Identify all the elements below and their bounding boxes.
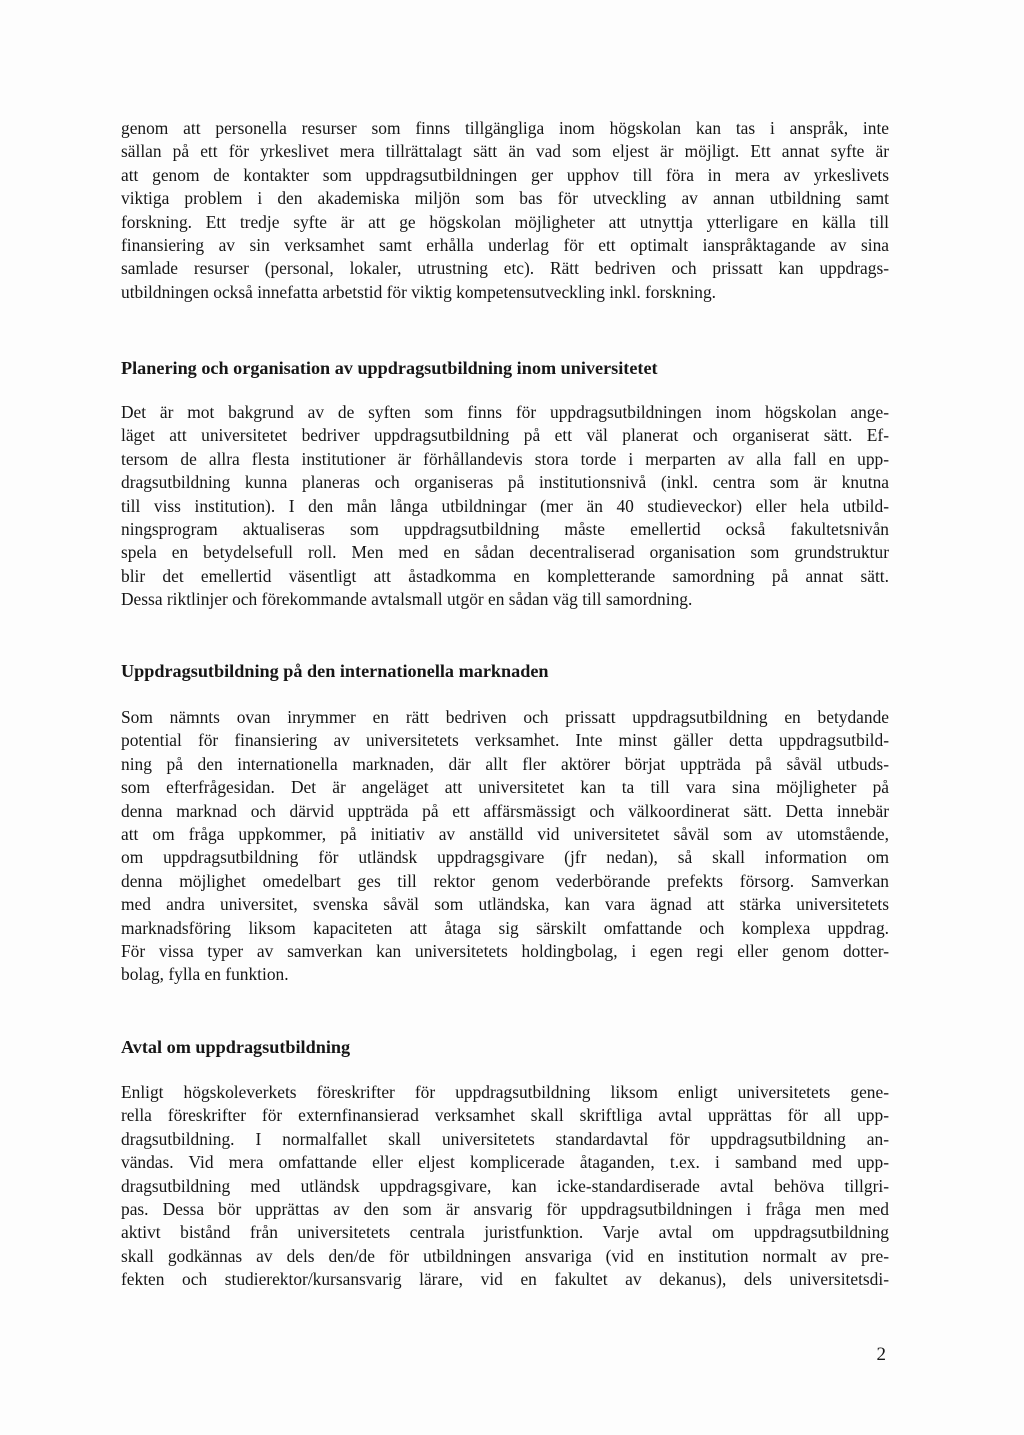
text-line: pas. Dessa bör upprättas av den som är ansvarig för uppdragsutbildningen i fråga men med: [121, 1199, 889, 1220]
text-line: ningsprogram aktualiseras som uppdragsutbildning måste emellertid också fakultetsnivån: [121, 519, 889, 540]
text-line: genom att personella resurser som finns tillgängliga inom högskolan kan tas i anspråk, inte: [121, 118, 889, 138]
text-line: Som nämnts ovan inrymmer en rätt bedriven och prissatt uppdragsutbildning en betydande: [121, 707, 889, 727]
text-line: dragsutbildning kunna planeras och organiseras på institutionsnivå (inkl. centra som är knutna: [121, 472, 889, 493]
section-heading-planning: Planering och organisation av uppdragsutbildning inom universitetet: [121, 358, 658, 378]
text-line: potential för finansiering av universitetets verksamhet. Inte minst gäller detta uppdragsutbild-: [121, 730, 889, 751]
text-line: med andra universitet, svenska såväl som utländska, kan vara ägnad att stärka universitetets: [121, 894, 889, 915]
paragraph-international: [121, 706, 889, 987]
text-line: om uppdragsutbildning för utländsk uppdragsgivare (jfr nedan), så skall information om: [121, 847, 889, 868]
text-line: finansiering av sin verksamhet samt erhålla underlag för ett optimalt ianspråktagande av sina: [121, 235, 889, 256]
text-line: att genom de kontakter som uppdragsutbildningen ger upphov till föra in mera av yrkeslivets: [121, 164, 889, 185]
text-line: spela en betydelsefull roll. Men med en sådan decentraliserad organisation som grundstruktur: [121, 542, 889, 563]
text-line: forskning. Ett tredje syfte är att ge högskolan möjligheter att utnyttja ytterligare en källa till: [121, 211, 889, 232]
text-line: utbildningen också innefatta arbetstid för viktig kompetensutveckling inkl. forskning.: [121, 281, 717, 302]
text-line: blir det emellertid väsentligt att åstadkomma en kompletterande samordning på annat sätt.: [121, 565, 889, 586]
paragraph-planning: [121, 401, 889, 612]
text-line: samlade resurser (personal, lokaler, utrustning etc). Rätt bedriven och prissatt kan uppdrags-: [121, 258, 889, 279]
paragraph-contracts: [121, 1081, 889, 1292]
text-line: bolag, fylla en funktion.: [121, 964, 289, 985]
text-line: ning på den internationella marknaden, där allt fler aktörer börjat uppträda på såväl utbuds-: [121, 753, 889, 774]
paragraph-purpose: [121, 117, 889, 304]
text-line: viktiga problem i den akademiska miljön som bas för utveckling av annan utbildning samt: [121, 188, 889, 209]
text-line: rella föreskrifter för externfinansierad verksamhet skall skriftliga avtal upprättas för all upp-: [121, 1105, 889, 1126]
text-line: vändas. Vid mera omfattande eller eljest komplicerade åtaganden, t.ex. i samband med upp-: [121, 1152, 889, 1173]
text-line: tersom de allra flesta institutioner är förhållandevis stora torde i merparten av alla fall en upp-: [121, 448, 889, 469]
text-line: fekten och studierektor/kursansvarig lärare, vid en fakultet av dekanus), dels universitetsdi-: [121, 1269, 889, 1290]
text-line: denna marknad och därvid uppträda på ett affärsmässigt och välkoordinerat sätt. Detta innebär: [121, 800, 889, 821]
section-heading-contracts: Avtal om uppdragsutbildning: [121, 1037, 351, 1057]
text-line: till viss institution). I den mån långa utbildningar (mer än 40 studieveckor) eller hela utbild-: [121, 495, 889, 516]
text-line: läget att universitetet bedriver uppdragsutbildning på ett väl planerat och organiserat sätt. Ef-: [121, 425, 889, 446]
text-line: marknadsföring liksom kapaciteten att åtaga sig särskilt omfattande och komplexa uppdrag.: [121, 917, 889, 938]
page-number: 2: [876, 1344, 886, 1365]
text-line: denna möjlighet omedelbart ges till rektor genom vederbörande prefekts försorg. Samverkan: [121, 870, 889, 891]
text-line: Det är mot bakgrund av de syften som finns för uppdragsutbildningen inom högskolan ange-: [121, 402, 889, 422]
text-line: skall godkännas av dels den/de för utbildningen ansvariga (vid en institution normalt av pre-: [121, 1245, 889, 1266]
text-line: dragsutbildning med utländsk uppdragsgivare, kan icke-standardiserade avtal behöva tillgri-: [121, 1175, 889, 1196]
text-line: Dessa riktlinjer och förekommande avtalsmall utgör en sådan väg till samordning.: [121, 589, 693, 610]
text-line: att om fråga uppkommer, på initiativ av anställd vid universitetet såväl som av utomstående,: [121, 824, 889, 845]
text-line: sällan på ett för yrkeslivet mera tillrättalagt sätt än vad som eljest är möjligt. Ett annat syfte är: [121, 141, 889, 162]
text-line: Enligt högskoleverkets föreskrifter för uppdragsutbildning liksom enligt universitetets gene-: [121, 1082, 889, 1102]
text-line: som efterfrågesidan. Det är angeläget att universitetet kan ta till vara sina möjligheter på: [121, 777, 889, 798]
text-line: För vissa typer av samverkan kan universitetets holdingbolag, i egen regi eller genom dotter-: [121, 941, 889, 962]
section-heading-international: Uppdragsutbildning på den internationella marknaden: [121, 661, 549, 681]
text-line: dragsutbildning. I normalfallet skall universitetets standardavtal för uppdragsutbildning an-: [121, 1128, 889, 1149]
text-line: aktivt bistånd från universitetets centrala juristfunktion. Varje avtal om uppdragsutbildning: [121, 1222, 889, 1243]
